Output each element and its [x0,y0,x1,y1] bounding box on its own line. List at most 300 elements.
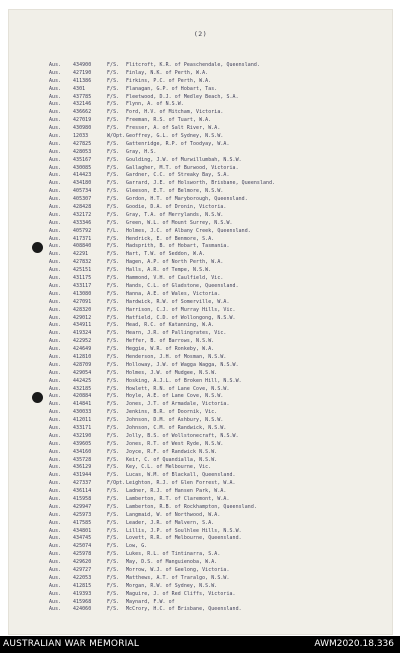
service-branch: Aus. [49,290,62,297]
service-branch: Aus. [49,519,62,526]
rank: F/S. [107,164,120,171]
service-number: 427091 [73,298,92,305]
rank: F/S. [107,606,120,613]
rank: F/S. [107,488,120,495]
list-item [49,141,394,149]
personnel-name: Johnson, D.M. of Ashbury, N.S.W. [126,417,224,424]
service-number: 424060 [73,606,92,613]
list-item [49,362,394,370]
rank: F/L. [107,227,120,234]
rank: F/S. [107,417,120,424]
service-number: 431175 [73,275,92,282]
rank: F/S. [107,77,120,84]
list-item [49,354,394,362]
personnel-name: Hendrick, E. of Benmore, S.A. [126,235,215,242]
service-branch: Aus. [49,125,62,132]
punch-hole-icon [32,242,43,253]
personnel-name: Flitcroft, K.R. of Peaschendale, Queensland. [126,62,260,68]
service-branch: Aus. [49,393,62,400]
list-item [49,149,394,157]
service-branch: Aus. [49,472,62,479]
service-branch: Aus. [49,361,62,368]
rank: F/S. [107,424,120,431]
personnel-name: Gleeson, E.T. of Belmore, N.S.W. [126,188,224,195]
service-branch: Aus. [49,77,62,84]
list-item [49,117,394,125]
personnel-name: Heggie, W.R. of Ronkeby, W.A. [126,346,215,353]
rank: F/S. [107,551,120,558]
rank: F/S. [107,219,120,226]
list-item [49,204,394,212]
service-number: 436114 [73,488,92,495]
personnel-name: Ladner, R.J. of Hansen Park, W.A. [126,488,227,495]
service-number: 435728 [73,456,92,463]
list-item [49,520,394,528]
rank: W/Opt. [107,133,126,140]
personnel-name: Gray, T.A. of Merrylands, N.S.W. [126,211,224,218]
service-branch: Aus. [49,133,62,140]
personnel-name: McCrory, H.C. of Brisbane, Queensland. [126,606,242,613]
list-item [49,409,394,417]
service-branch: Aus. [49,598,62,605]
service-branch: Aus. [49,243,62,250]
service-branch: Aus. [49,559,62,566]
service-number: 427019 [73,117,92,124]
service-branch: Aus. [49,590,62,597]
service-number: 419324 [73,330,92,337]
personnel-name: May, D.S. of Manguienoba, W.A. [126,559,218,566]
list-item [49,512,394,520]
list-item [49,322,394,330]
rank: F/S. [107,306,120,313]
personnel-name: Hardwick, R.W. of Somerville, W.A. [126,298,230,305]
personnel-name: Firkins, P.C. of Perth, W.A. [126,77,212,84]
list-item [49,291,394,299]
personnel-name: Heffer, B. of Barrows, N.S.W. [126,338,215,345]
personnel-name: Jones, J.T. of Armadale, Victoria. [126,401,230,408]
service-number: 425973 [73,511,92,518]
rank: F/S. [107,101,120,108]
list-item [49,283,394,291]
personnel-name: Hatfield, C.D. of Wollongong, N.S.W. [126,314,236,321]
service-number: 405307 [73,196,92,203]
service-branch: Aus. [49,235,62,242]
service-number: 431944 [73,472,92,479]
rank: F/S. [107,582,120,589]
personnel-name: Ford, H.V. of Mitcham, Victoria. [126,109,224,116]
list-item [49,583,394,591]
personnel-name: Goodie, D.A. of Dronin, Victoria. [126,204,227,211]
service-number: 430980 [73,125,92,132]
personnel-name: Holloway, J.W. of Wagga Wagga, N.S.W. [126,361,239,368]
service-branch: Aus. [49,480,62,487]
list-item [49,449,394,457]
service-branch: Aus. [49,140,62,147]
list-item [49,441,394,449]
personnel-name: Fresser, A. of Salt River, W.A. [126,125,221,132]
list-item [49,591,394,599]
list-item [49,528,394,536]
service-branch: Aus. [49,298,62,305]
rank: F/Opt. [107,480,126,487]
service-number: 436662 [73,109,92,116]
personnel-name: Key, C.L. of Melbourne, Vic. [126,464,212,471]
service-number: 417585 [73,519,92,526]
rank: F/S. [107,148,120,155]
service-number: 427825 [73,140,92,147]
service-number: 439605 [73,440,92,447]
list-item [49,78,394,86]
service-branch: Aus. [49,314,62,321]
service-number: 434900 [73,62,92,68]
service-number: 436129 [73,464,92,471]
personnel-name: Hammond, V.H. of Caulfield, Vic. [126,275,224,282]
service-branch: Aus. [49,282,62,289]
personnel-name: Howlett, R.N. of Lane Cove, N.S.W. [126,385,230,392]
personnel-name: Hoyle, A.E. of Lane Cove, N.S.W. [126,393,224,400]
personnel-name: Keir, C. of Quandialla, N.S.W. [126,456,218,463]
personnel-name: Green, W.L. of Mount Surrey, N.S.W. [126,219,233,226]
service-branch: Aus. [49,338,62,345]
service-number: 433171 [73,424,92,431]
list-item [49,94,394,102]
rank: F/S. [107,401,120,408]
service-number: 425074 [73,543,92,550]
list-item [49,228,394,236]
punch-hole-icon [32,392,43,403]
service-branch: Aus. [49,464,62,471]
personnel-name: Holmes, J.W. of Mudgee, N.S.W. [126,369,218,376]
personnel-name: Freeman, R.S. of Tuart, W.A. [126,117,212,124]
personnel-name: Maynard, F.W. of [126,598,175,605]
service-branch: Aus. [49,227,62,234]
service-number: 42291 [73,251,89,258]
service-branch: Aus. [49,204,62,211]
service-number: 432172 [73,211,92,218]
service-number: 414841 [73,401,92,408]
personnel-name: Hearn, J.R. of Pallingrates, Vic. [126,330,227,337]
service-branch: Aus. [49,527,62,534]
personnel-name: Johnson, C.M. of Randwick, N.S.W. [126,424,227,431]
personnel-name: Jenkins, B.R. of Doornik, Vic. [126,409,218,416]
service-branch: Aus. [49,417,62,424]
rank: F/S. [107,282,120,289]
personnel-name: Hagen, A.P. of North Perth, W.A. [126,259,224,266]
service-number: 434180 [73,180,92,187]
rank: F/S. [107,409,120,416]
list-item [49,188,394,196]
list-item [49,259,394,267]
rank: F/S. [107,188,120,195]
rank: F/S. [107,464,120,471]
service-branch: Aus. [49,109,62,116]
service-branch: Aus. [49,306,62,313]
list-item [49,157,394,165]
service-number: 424649 [73,346,92,353]
service-number: 433346 [73,219,92,226]
service-branch: Aus. [49,219,62,226]
service-number: 430033 [73,409,92,416]
list-item [49,220,394,228]
service-branch: Aus. [49,148,62,155]
footer-reference: AWM2020.18.336 [314,639,394,649]
rank: F/S. [107,527,120,534]
personnel-name: Lamberton, R.T. of Claremont, W.A. [126,495,230,502]
personnel-name: Leader, J.R. of Malvern, S.A. [126,519,215,526]
rank: F/S. [107,519,120,526]
list-item [49,433,394,441]
list-item [49,370,394,378]
service-branch: Aus. [49,606,62,613]
rank: F/S. [107,543,120,550]
service-number: 413080 [73,290,92,297]
personnel-name: Gray, H.S. [126,148,157,155]
list-item [49,307,394,315]
service-branch: Aus. [49,62,62,68]
rank: F/S. [107,338,120,345]
list-item [49,496,394,504]
service-number: 432146 [73,101,92,108]
list-item [49,125,394,133]
service-branch: Aus. [49,543,62,550]
list-item [49,165,394,173]
rank: F/S. [107,432,120,439]
service-number: 429947 [73,503,92,510]
personnel-name: Langmaid, W. of Northwood, W.A. [126,511,221,518]
service-number: 434160 [73,448,92,455]
list-item [49,251,394,259]
service-branch: Aus. [49,211,62,218]
personnel-name: Flanagan, G.P. of Hobart, Tas. [126,85,218,92]
list-item [49,243,394,251]
service-number: 428709 [73,361,92,368]
personnel-name: Lucas, W.M. of Blackall, Queensland. [126,472,236,479]
list-item [49,180,394,188]
service-branch: Aus. [49,69,62,76]
service-branch: Aus. [49,582,62,589]
personnel-name: Gallagher, M.T. of Burwood, Victoria. [126,164,239,171]
personnel-list [49,62,394,614]
list-item [49,62,394,70]
service-number: 442425 [73,377,92,384]
service-branch: Aus. [49,196,62,203]
personnel-name: Hadsprith, B. of Hobart, Tasmania. [126,243,230,250]
service-number: 429727 [73,567,92,573]
list-item [49,575,394,583]
service-branch: Aus. [49,85,62,92]
personnel-name: Hanna, A.E. of Wales, Victoria. [126,290,221,297]
rank: F/S. [107,172,120,179]
rank: F/S. [107,369,120,376]
service-branch: Aus. [49,275,62,282]
service-number: 4301 [73,85,86,92]
rank: F/S. [107,535,120,542]
rank: F/S. [107,243,120,250]
list-item [49,543,394,551]
personnel-name: Holmes, J.C. of Albany Creek, Queensland. [126,227,251,234]
list-item [49,338,394,346]
rank: F/S. [107,290,120,297]
service-number: 429012 [73,314,92,321]
service-number: 425151 [73,267,92,274]
rank: F/S. [107,93,120,100]
personnel-name: Hosking, A.J.L. of Broken Hill, N.S.W. [126,377,242,384]
service-branch: Aus. [49,495,62,502]
rank: F/S. [107,235,120,242]
service-number: 405734 [73,188,92,195]
service-number: 432190 [73,432,92,439]
list-item [49,70,394,78]
service-branch: Aus. [49,409,62,416]
personnel-name: Morgan, R.W. of Sydney, N.S.W. [126,582,218,589]
personnel-name: Harrison, C.J. of Murray Hills, Vic. [126,306,236,313]
rank: F/S. [107,511,120,518]
list-item [49,480,394,488]
personnel-name: Hands, C.L. of Gladstone, Queensland. [126,282,239,289]
list-item [49,133,394,141]
rank: F/S. [107,267,120,274]
footer-publisher: AUSTRALIAN WAR MEMORIAL [3,639,140,649]
service-number: 427337 [73,480,92,487]
rank: F/S. [107,156,120,163]
service-branch: Aus. [49,180,62,187]
list-item [49,535,394,543]
service-number: 405792 [73,227,92,234]
list-item [49,299,394,307]
document-page [9,10,392,634]
rank: F/S. [107,259,120,266]
rank: F/S. [107,472,120,479]
personnel-name: Jolly, B.S. of Wollstonecraft, N.S.W. [126,432,239,439]
service-number: 429620 [73,559,92,566]
service-branch: Aus. [49,172,62,179]
list-item [49,488,394,496]
service-branch: Aus. [49,401,62,408]
rank: F/S. [107,495,120,502]
service-branch: Aus. [49,574,62,581]
service-number: 415958 [73,495,92,502]
personnel-name: Gardner, C.C. of Streaky Bay, S.A. [126,172,230,179]
list-item [49,86,394,94]
rank: F/S. [107,448,120,455]
rank: F/S. [107,590,120,597]
service-number: 427832 [73,259,92,266]
service-branch: Aus. [49,456,62,463]
rank: F/S. [107,85,120,92]
service-branch: Aus. [49,117,62,124]
service-number: 12033 [73,133,89,140]
personnel-name: Flynn, A. of N.S.W. [126,101,184,108]
personnel-name: Lamberton, R.B. of Rockhampton, Queensland. [126,503,257,510]
personnel-name: Lovett, R.R. of Melbourne, Queensland. [126,535,242,542]
service-branch: Aus. [49,432,62,439]
service-branch: Aus. [49,164,62,171]
list-item [49,504,394,512]
personnel-name: Fleetwood, D.J. of Medley Beach, S.A. [126,93,239,100]
service-number: 428053 [73,148,92,155]
service-number: 412815 [73,582,92,589]
list-item [49,457,394,465]
list-item [49,109,394,117]
rank: F/S. [107,361,120,368]
list-item [49,267,394,275]
rank: F/S. [107,598,120,605]
rank: F/S. [107,204,120,211]
service-branch: Aus. [49,267,62,274]
rank: F/S. [107,385,120,392]
rank: F/S. [107,440,120,447]
list-item [49,386,394,394]
list-item [49,393,394,401]
service-branch: Aus. [49,567,62,573]
service-number: 408840 [73,243,92,250]
service-number: 414423 [73,172,92,179]
service-branch: Aus. [49,251,62,258]
rank: F/S. [107,275,120,282]
service-number: 415968 [73,598,92,605]
list-item [49,567,394,575]
service-branch: Aus. [49,488,62,495]
personnel-name: Gattenridge, R.P. of Toodyay, W.A. [126,140,230,147]
personnel-name: Morrow, W.J. of Geelong, Victoria. [126,567,230,573]
personnel-name: Lukes, R.L. of Tintinarra, S.A. [126,551,221,558]
service-number: 422952 [73,338,92,345]
rank: F/S. [107,251,120,258]
rank: F/S. [107,559,120,566]
service-number: 428428 [73,204,92,211]
service-number: 434745 [73,535,92,542]
list-item [49,172,394,180]
list-item [49,212,394,220]
rank: F/S. [107,140,120,147]
service-number: 419393 [73,590,92,597]
service-branch: Aus. [49,353,62,360]
service-branch: Aus. [49,101,62,108]
personnel-name: Joyce, R.F. of Randwick N.S.W. [126,448,218,455]
list-item [49,551,394,559]
service-number: 425978 [73,551,92,558]
rank: F/S. [107,69,120,76]
rank: F/S. [107,503,120,510]
list-item [49,472,394,480]
service-branch: Aus. [49,369,62,376]
rank: F/S. [107,322,120,329]
service-number: 433117 [73,282,92,289]
list-item [49,417,394,425]
rank: F/S. [107,346,120,353]
personnel-name: Maguire, J. of Red Cliffs, Victoria. [126,590,236,597]
personnel-name: Hart, T.W. of Seddon, W.A. [126,251,206,258]
service-branch: Aus. [49,448,62,455]
rank: F/S. [107,314,120,321]
personnel-name: Head, R.C. of Katanning, W.A. [126,322,215,329]
rank: F/S. [107,196,120,203]
service-branch: Aus. [49,424,62,431]
list-item [49,236,394,244]
service-number: 412810 [73,353,92,360]
service-branch: Aus. [49,551,62,558]
personnel-name: Gordon, H.T. of Maryborough, Queensland. [126,196,248,203]
footer-bar [0,636,400,653]
rank: F/S. [107,298,120,305]
rank: F/S. [107,574,120,581]
list-item [49,330,394,338]
personnel-name: Halls, A.R. of Tempe, N.S.W. [126,267,212,274]
list-item [49,425,394,433]
service-number: 437785 [73,93,92,100]
rank: F/S. [107,330,120,337]
service-branch: Aus. [49,346,62,353]
